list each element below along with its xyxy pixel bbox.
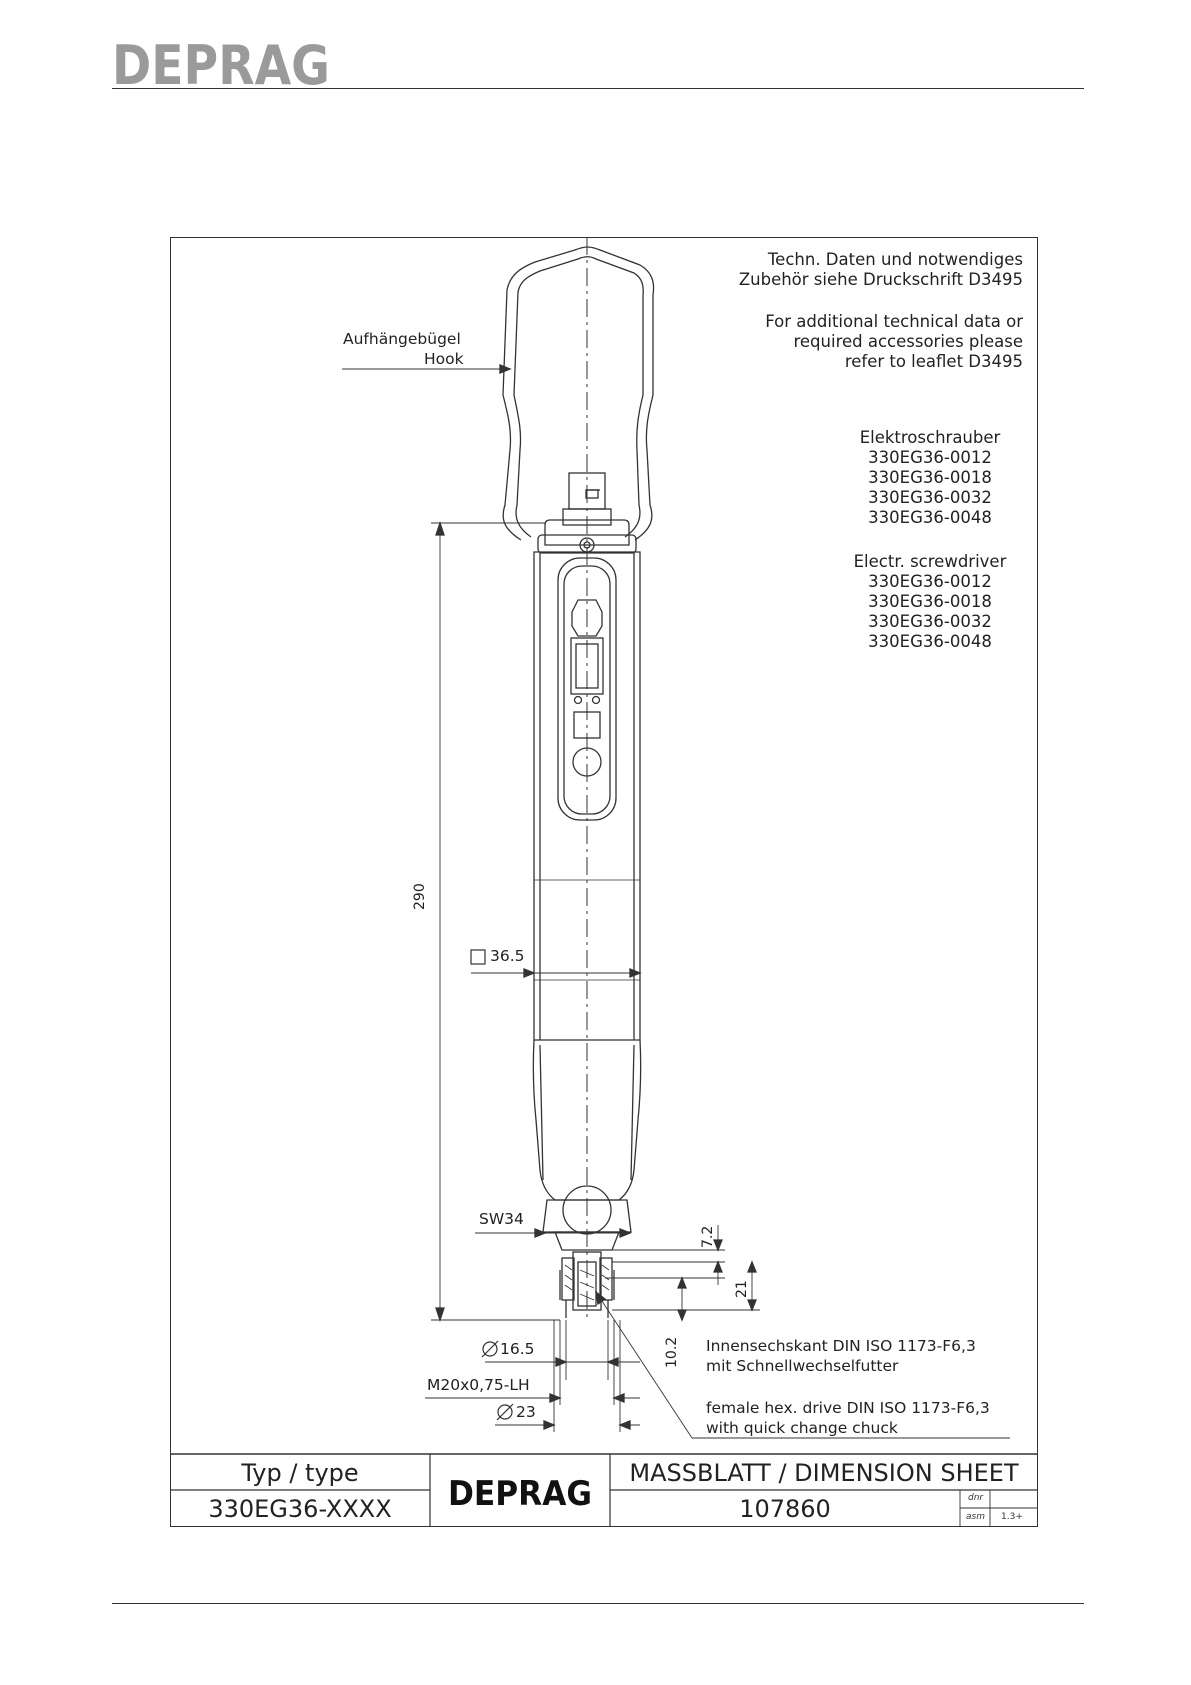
model-item: 330EG36-0012	[868, 448, 992, 467]
hook-bracket	[503, 247, 654, 540]
model-item: 330EG36-0032	[868, 612, 992, 631]
dim-102: 10.2	[664, 1336, 680, 1368]
footer-rule	[112, 1603, 1084, 1604]
svg-text:DEPRAG: DEPRAG	[448, 1474, 592, 1514]
title-dnr: dnr	[968, 1493, 984, 1503]
model-item: 330EG36-0032	[868, 488, 992, 507]
model-item: 330EG36-0048	[868, 632, 992, 651]
models-de-title: Elektroschrauber	[859, 428, 1001, 447]
title-version: 1.3+	[1001, 1512, 1023, 1522]
svg-text:DEPRAG: DEPRAG	[112, 34, 330, 97]
hook-label-en: Hook	[424, 350, 464, 368]
dim-thread-m20: M20x0,75-LH	[427, 1376, 530, 1394]
dim-length-290: 290	[412, 883, 428, 910]
title-type-label: Typ / type	[241, 1459, 359, 1487]
drive-note-en: female hex. drive DIN ISO 1173-F6,3 with quick change chuck	[706, 1399, 990, 1437]
model-item: 330EG36-0048	[868, 508, 992, 527]
dim-sw34: SW34	[479, 1210, 524, 1228]
title-sheet-number: 107860	[739, 1495, 831, 1523]
title-asm: asm	[966, 1512, 985, 1522]
dim-dia-23: 23	[516, 1403, 536, 1421]
models-en-title: Electr. screwdriver	[853, 552, 1007, 571]
model-item: 330EG36-0018	[868, 592, 992, 611]
model-item: 330EG36-0018	[868, 468, 992, 487]
hook-label-de: Aufhängebügel	[343, 330, 461, 348]
models-de-list	[830, 428, 1030, 528]
title-sheet-title: MASSBLATT / DIMENSION SHEET	[629, 1459, 1019, 1487]
model-item: 330EG36-0012	[868, 572, 992, 591]
drive-note-de: Innensechskant DIN ISO 1173-F6,3 mit Schnellwechselfutter	[706, 1337, 976, 1375]
dim-72: 7.2	[700, 1225, 716, 1248]
dim-dia-165: 16.5	[500, 1340, 535, 1358]
dim-square-365: 36.5	[490, 947, 525, 965]
models-en-list	[830, 552, 1030, 652]
note-techn-de: Techn. Daten und notwendiges Zubehör siehe Druckschrift D3495	[738, 250, 1023, 289]
square-symbol	[471, 950, 485, 964]
title-type-value: 330EG36-XXXX	[208, 1495, 392, 1523]
dim-21: 21	[734, 1280, 750, 1298]
note-techn-en: For additional technical data or required accessories please refer to leaflet D3495	[765, 312, 1023, 371]
title-deprag-logo	[448, 1474, 593, 1514]
